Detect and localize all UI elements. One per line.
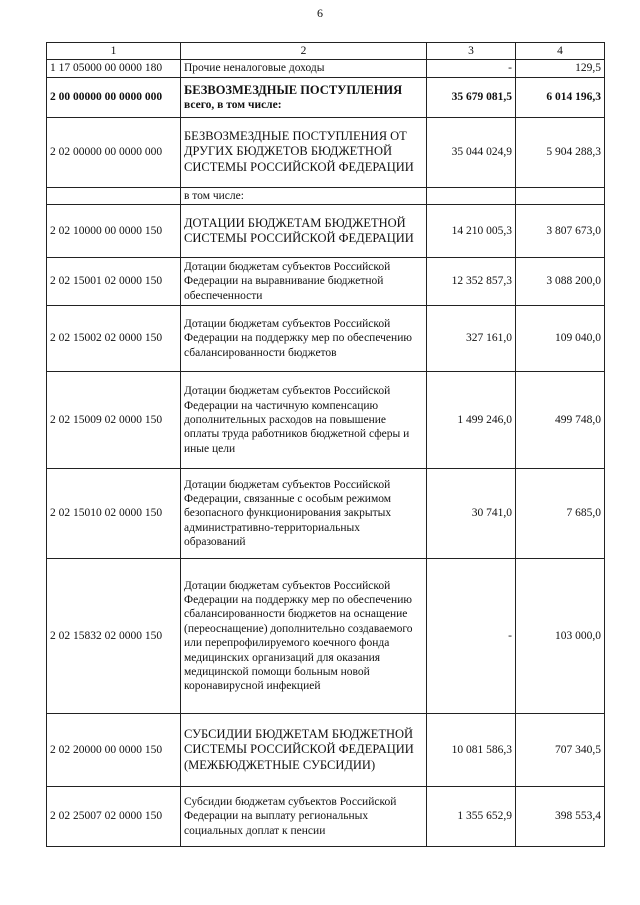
- revenue-name-subheading: всего, в том числе:: [184, 98, 282, 111]
- budget-code-cell: 2 02 15010 02 0000 150: [47, 469, 181, 559]
- revenue-name-cell: Дотации бюджетам субъектов Российской Федерации на поддержку мер по обеспечению сбалансированности бюджетов: [181, 306, 427, 372]
- table-header-row: [47, 43, 605, 60]
- table-row: [47, 258, 605, 306]
- revenue-name-cell: Дотации бюджетам субъектов Российской Федерации на выравнивание бюджетной обеспеченности: [181, 258, 427, 306]
- budget-code-cell: 2 02 25007 02 0000 150: [47, 787, 181, 847]
- table-row: [47, 306, 605, 372]
- table-row: [47, 187, 605, 204]
- value-col4-cell: 129,5: [516, 60, 605, 77]
- value-col3-cell: 35 044 024,9: [427, 117, 516, 187]
- budget-revenue-table: [46, 42, 605, 847]
- table-row: [47, 787, 605, 847]
- budget-code-cell: 2 02 00000 00 0000 000: [47, 117, 181, 187]
- budget-code-cell: 2 02 15009 02 0000 150: [47, 372, 181, 469]
- value-col4-cell: 103 000,0: [516, 559, 605, 714]
- table-row: [47, 60, 605, 77]
- table-row: [47, 117, 605, 187]
- revenue-name-heading: БЕЗВОЗМЕЗДНЫЕ ПОСТУПЛЕНИЯ: [184, 82, 403, 97]
- revenue-name-cell: Дотации бюджетам субъектов Российской Федерации на частичную компенсацию дополнительных расходов на повышение оплаты труда работников бюджетной сферы и иные цели: [181, 372, 427, 469]
- value-col4-cell: 3 807 673,0: [516, 205, 605, 258]
- column-header-3: 3: [427, 43, 516, 60]
- value-col4-cell: 3 088 200,0: [516, 258, 605, 306]
- value-col4-cell: [516, 187, 605, 204]
- table-row: [47, 714, 605, 787]
- value-col3-cell: 14 210 005,3: [427, 205, 516, 258]
- budget-code-cell: 2 02 20000 00 0000 150: [47, 714, 181, 787]
- value-col4-cell: 109 040,0: [516, 306, 605, 372]
- value-col3-cell: 35 679 081,5: [427, 77, 516, 117]
- value-col4-cell: 5 904 288,3: [516, 117, 605, 187]
- value-col3-cell: 1 499 246,0: [427, 372, 516, 469]
- revenue-name-cell: в том числе:: [181, 187, 427, 204]
- revenue-name-cell: Субсидии бюджетам субъектов Российской Федерации на выплату региональных социальных доплат к пенсии: [181, 787, 427, 847]
- revenue-name-cell: Дотации бюджетам субъектов Российской Федерации на поддержку мер по обеспечению сбалансированности бюджетов на оснащение (переоснащение) дополнительно создаваемого или перепрофилируемого коечного фонда медицинских организаций для оказания медицинской помощи больным новой коронавирусной инфекцией: [181, 559, 427, 714]
- budget-code-cell: 2 02 10000 00 0000 150: [47, 205, 181, 258]
- budget-code-cell: 2 02 15002 02 0000 150: [47, 306, 181, 372]
- table-row: [47, 77, 605, 117]
- table-row: [47, 559, 605, 714]
- value-col3-cell: 12 352 857,3: [427, 258, 516, 306]
- column-header-1: 1: [47, 43, 181, 60]
- revenue-name-cell: Прочие неналоговые доходы: [181, 60, 427, 77]
- table-row: [47, 205, 605, 258]
- value-col3-cell: [427, 187, 516, 204]
- budget-code-cell: 1 17 05000 00 0000 180: [47, 60, 181, 77]
- budget-code-cell: 2 02 15832 02 0000 150: [47, 559, 181, 714]
- budget-code-cell: 2 02 15001 02 0000 150: [47, 258, 181, 306]
- value-col3-cell: 30 741,0: [427, 469, 516, 559]
- revenue-name-cell: БЕЗВОЗМЕЗДНЫЕ ПОСТУПЛЕНИЯ ОТ ДРУГИХ БЮДЖЕТОВ БЮДЖЕТНОЙ СИСТЕМЫ РОССИЙСКОЙ ФЕДЕРАЦИИ: [181, 117, 427, 187]
- table-row: [47, 469, 605, 559]
- value-col3-cell: -: [427, 559, 516, 714]
- column-header-4: 4: [516, 43, 605, 60]
- budget-code-cell: 2 00 00000 00 0000 000: [47, 77, 181, 117]
- value-col4-cell: 398 553,4: [516, 787, 605, 847]
- value-col4-cell: 7 685,0: [516, 469, 605, 559]
- value-col3-cell: 1 355 652,9: [427, 787, 516, 847]
- column-header-2: 2: [181, 43, 427, 60]
- revenue-name-cell: СУБСИДИИ БЮДЖЕТАМ БЮДЖЕТНОЙ СИСТЕМЫ РОССИЙСКОЙ ФЕДЕРАЦИИ (МЕЖБЮДЖЕТНЫЕ СУБСИДИИ): [181, 714, 427, 787]
- page-number: 6: [317, 6, 323, 20]
- revenue-name-cell: Дотации бюджетам субъектов Российской Федерации, связанные с особым режимом безопасного функционирования закрытых административно-территориальных образований: [181, 469, 427, 559]
- table-row: [47, 372, 605, 469]
- value-col3-cell: 10 081 586,3: [427, 714, 516, 787]
- value-col3-cell: -: [427, 60, 516, 77]
- budget-code-cell: [47, 187, 181, 204]
- revenue-name-cell: ДОТАЦИИ БЮДЖЕТАМ БЮДЖЕТНОЙ СИСТЕМЫ РОССИЙСКОЙ ФЕДЕРАЦИИ: [181, 205, 427, 258]
- value-col4-cell: 499 748,0: [516, 372, 605, 469]
- value-col4-cell: 6 014 196,3: [516, 77, 605, 117]
- revenue-name-cell: [181, 77, 427, 117]
- value-col3-cell: 327 161,0: [427, 306, 516, 372]
- value-col4-cell: 707 340,5: [516, 714, 605, 787]
